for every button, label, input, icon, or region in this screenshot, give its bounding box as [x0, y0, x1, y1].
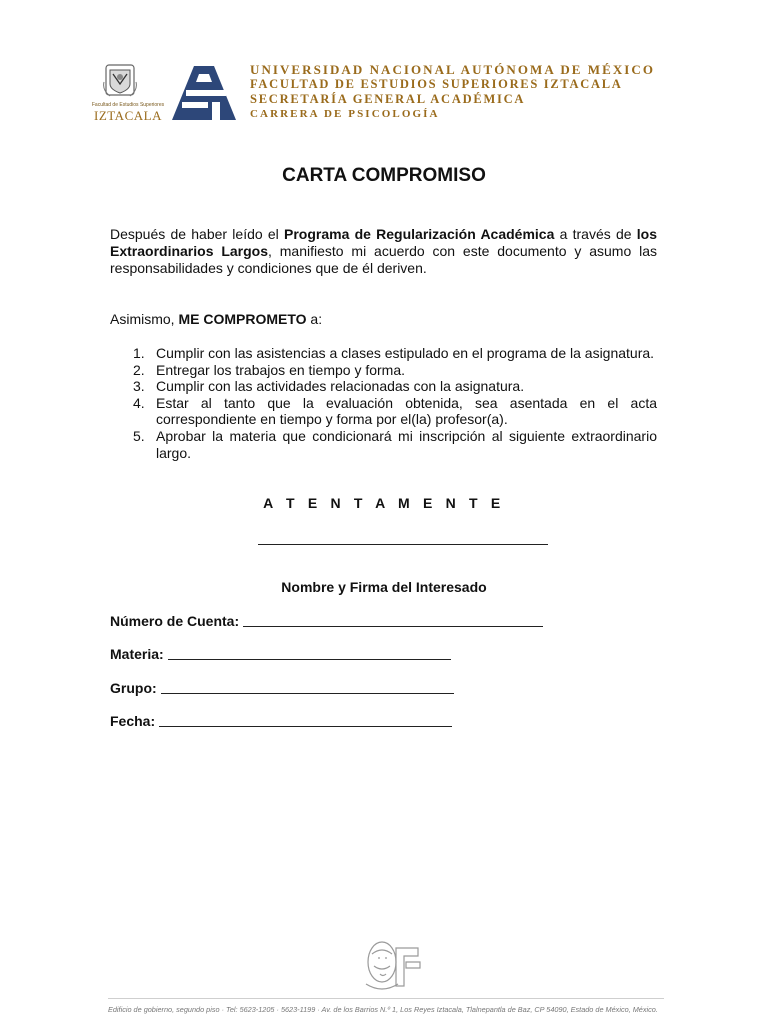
header-line-secretariat: SECRETARÍA GENERAL ACADÉMICA: [250, 92, 526, 106]
document-title: CARTA COMPROMISO: [282, 165, 486, 186]
footer-emblem-icon: [360, 936, 430, 996]
unam-seal-icon: [100, 62, 140, 102]
list-item-text: Cumplir con las actividades relacionadas con la asignatura.: [156, 378, 525, 395]
date-blank[interactable]: [159, 725, 452, 727]
date-field: [110, 713, 452, 729]
account-number-field: [110, 613, 543, 629]
date-label: Fecha:: [110, 713, 156, 729]
intro-text-3: , manifiesto mi acuerdo con este documento y asumo las responsabilidades y condiciones que de él deriven.: [110, 243, 657, 276]
footer-divider: [108, 998, 664, 999]
fes-iztacala-logo-icon: [172, 66, 236, 120]
list-item-number: 4.: [133, 394, 145, 411]
list-item-text: Cumplir con las asistencias a clases estipulado en el programa de la asignatura.: [156, 345, 655, 361]
closing-atentamente: A T E N T A M E N T E: [263, 495, 505, 511]
subject-label: Materia:: [110, 646, 164, 662]
group-blank[interactable]: [161, 692, 454, 694]
list-item-text: Entregar los trabajos en tiempo y forma.: [156, 361, 406, 378]
header-line-faculty: FACULTAD DE ESTUDIOS SUPERIORES IZTACALA: [250, 77, 623, 91]
list-item: [110, 362, 657, 379]
signature-label: Nombre y Firma del Interesado: [281, 579, 487, 595]
header-line-career: CARRERA DE PSICOLOGÍA: [250, 108, 440, 120]
list-item-number: 3.: [133, 378, 145, 395]
list-item: [110, 345, 657, 362]
subject-blank[interactable]: [168, 658, 451, 660]
intro-program-name: Programa de Regularización Académica: [284, 226, 555, 242]
list-item-number: 5.: [133, 427, 145, 444]
unam-logo-subtitle: Facultad de Estudios Superiores: [91, 102, 165, 108]
header-line-university: UNIVERSIDAD NACIONAL AUTÓNOMA DE MÉXICO: [250, 62, 655, 77]
commitment-intro-bold: ME COMPROMETO: [178, 311, 307, 327]
intro-text-2: a través de: [554, 226, 637, 242]
commitment-intro-text-2: a:: [306, 311, 323, 327]
unam-logo: [91, 60, 165, 124]
footer-address: Edificio de gobierno, segundo piso · Tel: 5623-1205 · 5623-1199 · Av. de los Barrios N.º 1, Los Reyes Iztacala, Tlalnepantla de Baz, CP 54090, Estado de México, México.: [108, 1005, 658, 1014]
intro-text-1: Después de haber leído el: [110, 226, 285, 242]
list-item: [110, 378, 657, 395]
account-number-label: Número de Cuenta:: [110, 613, 240, 629]
commitment-intro: [110, 311, 657, 328]
signature-line[interactable]: [258, 544, 548, 545]
group-label: Grupo:: [110, 680, 157, 696]
subject-field: [110, 646, 451, 662]
account-number-blank[interactable]: [243, 625, 543, 627]
list-item-number: 1.: [133, 345, 145, 361]
list-item-text: Estar al tanto que la evaluación obtenida, sea asentada en el acta correspondiente en tiempo y forma por el(la) profesor(a).: [156, 394, 657, 428]
list-item-text: Aprobar la materia que condicionará mi inscripción al siguiente extraordinario largo.: [156, 427, 657, 461]
institution-header: [250, 62, 720, 122]
commitment-intro-text-1: Asimismo,: [110, 311, 179, 327]
unam-logo-name: IZTACALA: [94, 108, 162, 123]
list-item: [110, 395, 657, 428]
commitments-list: [110, 345, 657, 461]
intro-paragraph: [110, 226, 657, 277]
list-item-number: 2.: [133, 361, 145, 378]
intro-extraordinary-name: los Extraordinarios Largos: [110, 226, 657, 259]
list-item: [110, 428, 657, 461]
group-field: [110, 680, 454, 696]
